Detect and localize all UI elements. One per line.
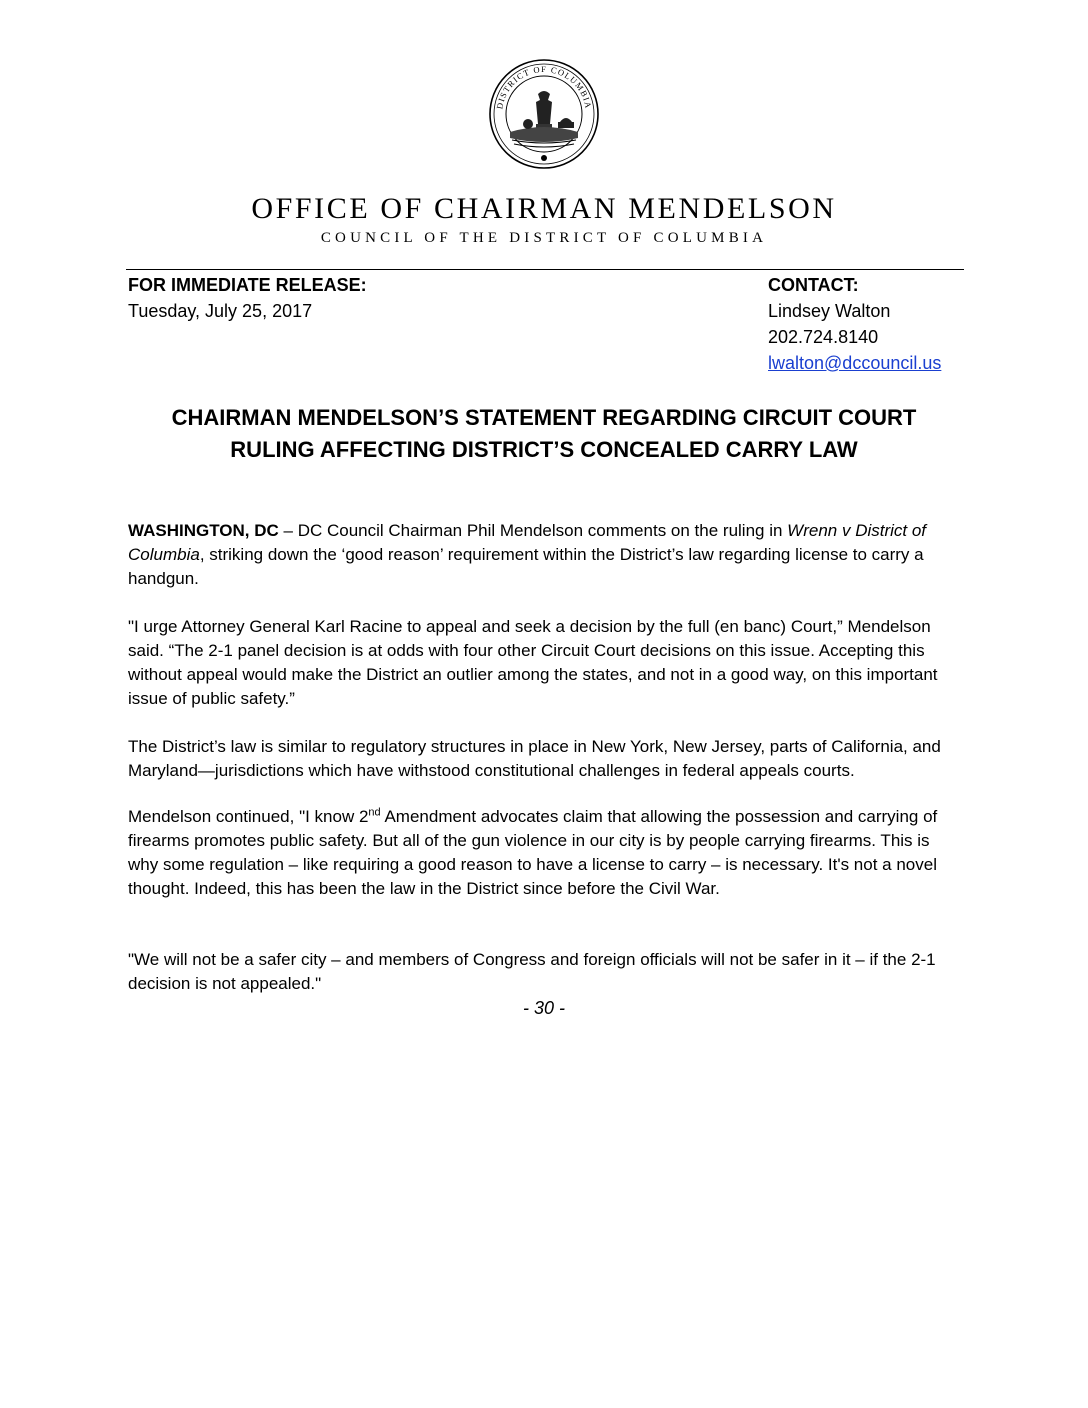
paragraph-4-text-a: Mendelson continued, "I know 2 bbox=[128, 807, 369, 826]
paragraph-4 bbox=[128, 805, 964, 901]
headline-line-2: RULING AFFECTING DISTRICT’S CONCEALED CARRY LAW bbox=[230, 437, 858, 462]
paragraph-5 bbox=[128, 948, 964, 996]
headline-line-1: CHAIRMAN MENDELSON’S STATEMENT REGARDING CIRCUIT COURT bbox=[171, 405, 917, 430]
release-block bbox=[128, 272, 367, 324]
contact-name: Lindsey Walton bbox=[768, 301, 891, 321]
dateline: WASHINGTON, DC bbox=[128, 521, 279, 540]
release-date: Tuesday, July 25, 2017 bbox=[128, 301, 313, 321]
paragraph-1-text-b: , striking down the ‘good reason’ requirement within the District’s law regarding license to carry a handgun. bbox=[128, 545, 924, 588]
paragraph-1-text-a: – DC Council Chairman Phil Mendelson comments on the ruling in bbox=[278, 521, 788, 540]
paragraph-3-text: The District’s law is similar to regulatory structures in place in New York, New Jersey, parts of California, and Maryland—jurisdictions which have withstood constitutional challenges in federal appeals courts. bbox=[128, 737, 941, 780]
paragraph-1 bbox=[128, 519, 964, 591]
office-title: OFFICE OF CHAIRMAN MENDELSON bbox=[251, 192, 837, 225]
paragraph-2-text: "I urge Attorney General Karl Racine to appeal and seek a decision by the full (en banc) Court,” Mendelson said. “The 2-1 panel decision is at odds with four other Circuit Court decisions on this issue. Accepting this without appeal would make the District an outlier among the states, and not in a good way, on this important issue of public safety.” bbox=[128, 617, 938, 708]
end-mark: - 30 - bbox=[522, 998, 565, 1018]
header-divider bbox=[126, 269, 964, 270]
contact-label: CONTACT: bbox=[768, 275, 859, 295]
district-seal-logo bbox=[488, 58, 600, 170]
case-name: Wrenn v District of Columbia bbox=[128, 521, 927, 564]
paragraph-3 bbox=[128, 735, 964, 783]
release-label: FOR IMMEDIATE RELEASE: bbox=[128, 275, 367, 295]
ordinal-suffix: nd bbox=[368, 806, 381, 819]
office-subtitle: COUNCIL OF THE DISTRICT OF COLUMBIA bbox=[320, 230, 768, 246]
contact-email-link[interactable]: lwalton@dccouncil.us bbox=[768, 353, 942, 373]
paragraph-4-text-b: Amendment advocates claim that allowing the possession and carrying of firearms promotes public safety. But all of the gun violence in our city is by people carrying firearms. This is why some regulation – like requiring a good reason to have a license to carry – is necessary. It's not a novel thought. Indeed, this has been the law in the District since before the Civil War. bbox=[128, 807, 938, 898]
contact-block bbox=[768, 272, 941, 376]
headline bbox=[0, 402, 1088, 466]
seal-lettering: DISTRICT OF COLUMBIA bbox=[494, 63, 594, 110]
contact-phone: 202.724.8140 bbox=[768, 327, 879, 347]
paragraph-2 bbox=[128, 615, 964, 711]
paragraph-5-text: "We will not be a safer city – and members of Congress and foreign officials will not be safer in it – if the 2-1 decision is not appealed." bbox=[128, 950, 936, 993]
